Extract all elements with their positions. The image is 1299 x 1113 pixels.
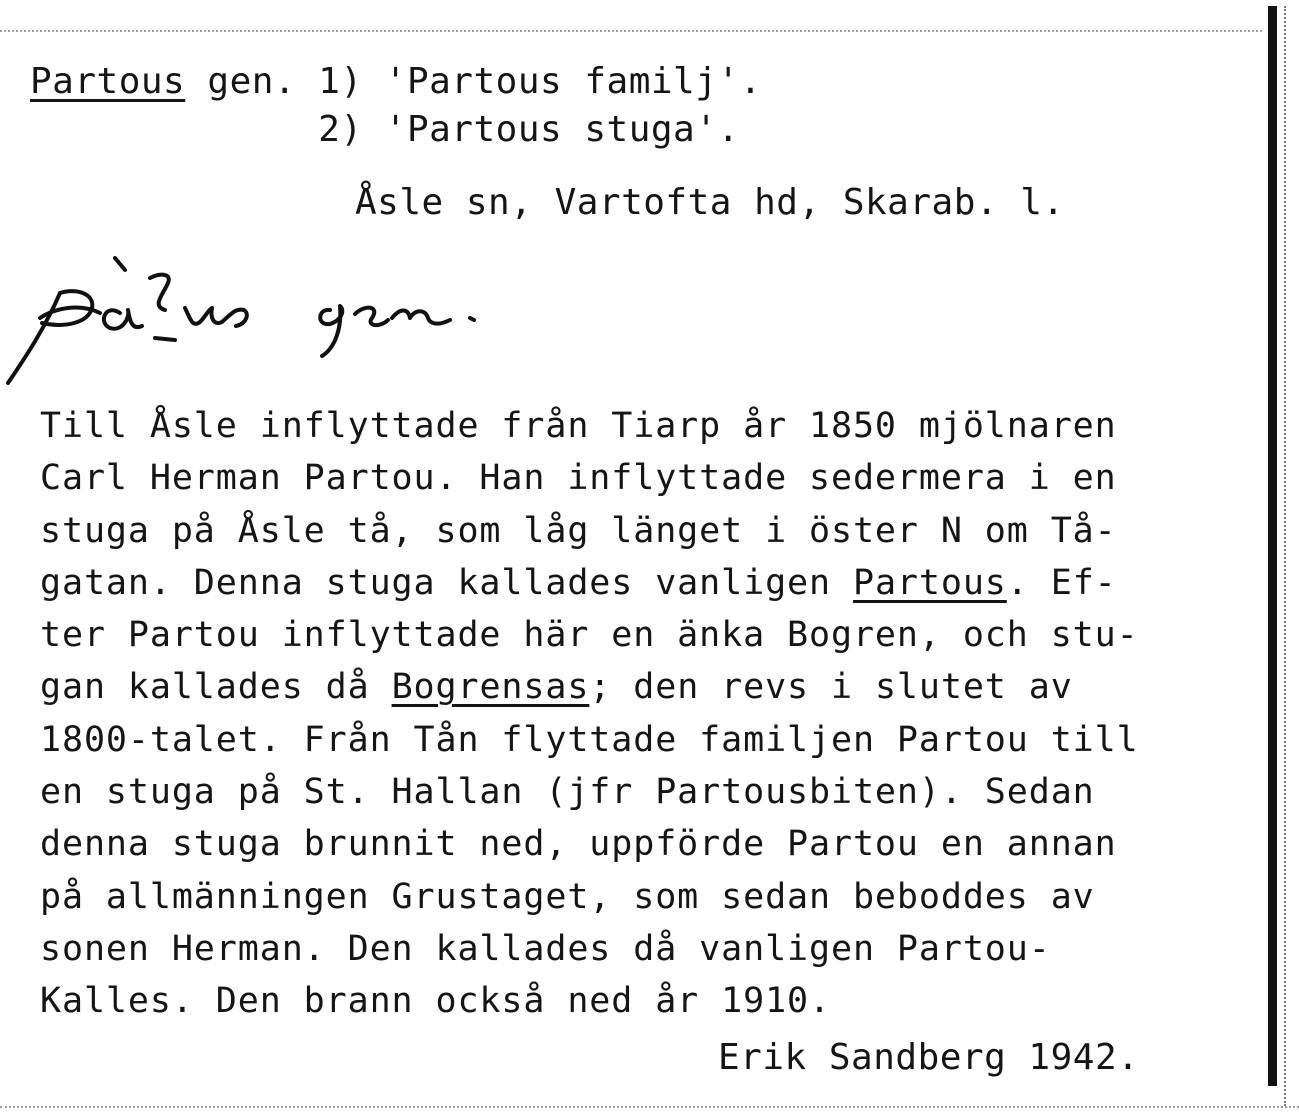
- body-line-3: stuga på Åsle tå, som låg länget i öster N om Tå-: [40, 510, 1117, 551]
- location: Åsle sn, Vartofta hd, Skarab. l.: [355, 182, 1065, 223]
- sense-2-line: [30, 109, 740, 150]
- body-line-5: ter Partou inflyttade här en änka Bogren, och stu-: [40, 615, 1139, 656]
- scan-right-edge-dotted: [1284, 6, 1288, 1106]
- place-name-partous: Partous: [852, 562, 1007, 603]
- body-line-7: 1800-talet. Från Tån flyttade familjen Partou till: [40, 719, 1139, 760]
- body-line-9: denna stuga brunnit ned, uppförde Partou en annan: [40, 824, 1117, 865]
- sense-2: 2) 'Partous stuga'.: [318, 109, 740, 150]
- body-line-12: Kalles. Den brann också ned år 1910.: [40, 981, 831, 1022]
- body-line-6-end: ; den revs i slutet av: [589, 667, 1073, 708]
- body-line-6-start: gan kallades då: [40, 667, 392, 708]
- card-body: [40, 400, 1265, 1028]
- body-line-4: [40, 557, 1265, 609]
- grammar-label: gen.: [185, 61, 319, 102]
- body-line-2: Carl Herman Partou. Han inflyttade sedermera i en: [40, 458, 1117, 499]
- signature: Erik Sandberg 1942.: [718, 1037, 1140, 1078]
- body-line-10: på allmänningen Grustaget, som sedan beboddes av: [40, 876, 1095, 917]
- body-line-1: Till Åsle inflyttade från Tiarp år 1850 mjölnaren: [40, 406, 1117, 446]
- body-line-11: sonen Herman. Den kallades då vanligen Partou-: [40, 928, 1051, 969]
- handwritten-note: [0, 248, 520, 398]
- scan-bottom-edge: [0, 1106, 1299, 1108]
- scan-top-edge: [0, 30, 1262, 32]
- body-line-6: [40, 661, 1265, 713]
- headword: Partous: [30, 61, 186, 102]
- place-name-bogrensas: Bogrensas: [391, 667, 590, 708]
- body-line-4-start: gatan. Denna stuga kallades vanligen: [40, 562, 853, 603]
- body-line-8: en stuga på St. Hallan (jfr Partousbiten). Sedan: [40, 772, 1095, 813]
- sense-1: 1) 'Partous familj'.: [318, 61, 762, 102]
- scan-right-edge: [1268, 6, 1277, 1086]
- headword-line: [30, 61, 762, 102]
- body-line-4-end: . Ef-: [1006, 562, 1117, 603]
